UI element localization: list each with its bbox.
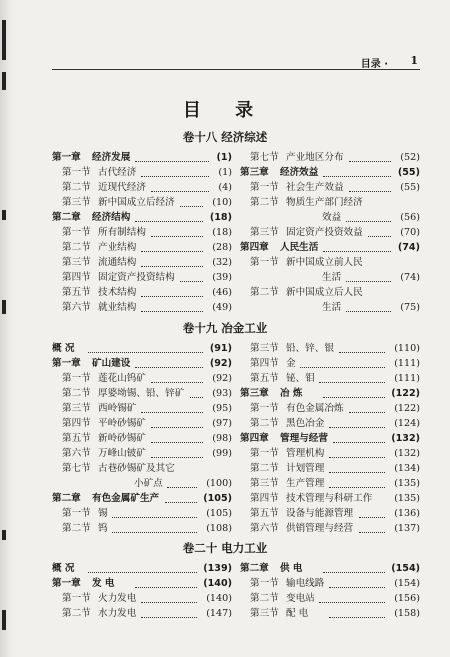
toc-entry [240,561,420,576]
section-number: 第一节 [62,373,91,384]
toc-entry [240,606,420,621]
dot-leader [141,285,203,297]
entry-page-number: (111) [394,358,420,369]
entry-page-number: (154) [391,563,420,574]
section-number: 第三节 [250,608,279,619]
entry-title: 新中国成立前人民 [286,257,363,268]
entry-title: 金 [286,358,296,369]
entry-page-number: (122) [391,388,420,399]
toc-entry [52,210,232,225]
dot-leader [180,195,203,207]
entry-page-number: (18) [212,227,232,238]
section-number: 第二节 [62,242,91,253]
toc-column-left [52,150,232,315]
volume-title: 卷二十 电力工业 [182,541,268,555]
entry-title: 就业结构 [98,302,137,313]
dot-leader [323,561,385,573]
toc-entry [52,150,232,165]
section-number: 第一节 [250,257,279,268]
toc-entry [52,416,232,431]
chapter-number: 第三章 [240,388,269,399]
entry-title: 人民生活 [280,242,319,253]
dot-leader [333,431,385,443]
entry-title: 管理与经营 [280,433,328,444]
spine-mark [2,20,6,60]
entry-page-number: (105) [203,493,232,504]
entry-page-number: (28) [212,242,232,253]
toc-entry [52,401,232,416]
dot-leader [346,270,392,282]
dot-leader [323,165,391,177]
entry-page-number: (92) [212,373,232,384]
section-number: 第六节 [62,448,91,459]
entry-page-number: (49) [212,302,232,313]
entry-title: 西岭锡矿 [98,403,137,414]
dot-leader [141,255,203,267]
entry-page-number: (156) [394,593,420,604]
section-number: 第一节 [250,182,279,193]
entry-title: 发 电 [92,578,115,589]
toc-entry [240,416,420,431]
section-number: 第四节 [250,493,279,504]
toc-entry [52,521,232,536]
toc-entry [52,240,232,255]
entry-title: 流通结构 [98,257,137,268]
dot-leader [349,150,391,162]
toc-entry [52,255,232,270]
toc-entry [52,270,232,285]
toc-entry [52,446,232,461]
entry-page-number: (154) [394,578,420,589]
entry-title: 经济效益 [280,167,319,178]
toc-entry [52,461,232,476]
entry-page-number: (70) [400,227,420,238]
entry-title: 莲花山钨矿 [98,373,146,384]
entry-page-number: (136) [394,508,420,519]
section-number: 第七节 [62,463,91,474]
entry-page-number: (132) [394,448,420,459]
toc-column-left [52,341,232,536]
section-number: 第二节 [250,463,279,474]
entry-page-number: (158) [394,608,420,619]
toc-entry [52,285,232,300]
section-number: 第五节 [62,287,91,298]
dot-leader [135,150,209,162]
entry-page-number: (140) [206,593,232,604]
entry-title: 经济结构 [92,212,131,223]
section-number: 第一节 [62,508,91,519]
dot-leader [349,401,385,413]
section-number: 第一节 [62,593,91,604]
entry-page-number: (92) [209,358,232,369]
entry-page-number: (110) [394,343,420,354]
toc-column-left [52,561,232,621]
entry-title: 古代经济 [98,167,137,178]
entry-title: 生活 [322,272,342,283]
entry-title: 变电站 [286,593,315,604]
volume-title: 卷十八 经济综述 [182,130,268,144]
dot-leader [329,416,385,428]
toc-entry [240,431,420,446]
entry-page-number: (100) [206,478,232,489]
entry-page-number: (18) [209,212,232,223]
entry-page-number: (122) [394,403,420,414]
section-number: 第二节 [250,593,279,604]
toc-entry [240,356,420,371]
chapter-number: 概 况 [52,343,75,354]
spine-mark [2,210,6,220]
dot-leader [359,506,385,518]
dot-leader [323,386,385,398]
dot-leader [339,341,385,353]
section-number: 第三节 [250,227,279,238]
entry-title: 新岭砂锡矿 [98,433,146,444]
entry-title: 近现代经济 [98,182,146,193]
entry-page-number: (124) [394,418,420,429]
entry-page-number: (56) [400,212,420,223]
spine-mark [2,300,6,314]
chapter-number: 第二章 [240,563,269,574]
toc-column-right [240,561,420,621]
dot-leader [319,371,385,383]
dot-leader [141,240,203,252]
section-number: 第三节 [250,478,279,489]
entry-title: 效益 [322,212,342,223]
page-title: 目 录 [182,100,268,121]
toc-entry [240,521,420,536]
entry-page-number: (97) [212,418,232,429]
entry-title: 产业地区分布 [286,152,344,163]
dot-leader [329,476,385,488]
entry-page-number: (135) [394,493,420,504]
entry-title: 固定资产投资效益 [286,227,363,238]
section-number: 第二节 [62,608,91,619]
entry-title: 万峰山铍矿 [98,448,146,459]
entry-title: 新中国成立后经济 [98,197,175,208]
section-number: 第七节 [250,152,279,163]
section-number: 第五节 [62,433,91,444]
dot-leader [300,356,385,368]
section-number: 第二节 [62,523,91,534]
section-number: 第四节 [250,358,279,369]
dot-leader [329,606,385,618]
toc-entry [52,476,232,491]
dot-leader [135,576,197,588]
entry-page-number: (98) [212,433,232,444]
dot-leader [141,606,197,618]
dot-leader [151,225,203,237]
toc-entry [240,576,420,591]
entry-page-number: (139) [203,563,232,574]
section-number: 第二节 [62,182,91,193]
dot-leader [165,491,197,503]
toc-entry [240,491,420,506]
toc-entry [52,356,232,371]
entry-title: 输电线路 [286,578,325,589]
dot-leader [151,371,203,383]
section-number: 第五节 [250,373,279,384]
section-number: 第四节 [62,418,91,429]
toc-entry [240,461,420,476]
dot-leader [319,591,385,603]
dot-leader [190,386,203,398]
entry-page-number: (95) [212,403,232,414]
chapter-number: 第一章 [52,578,81,589]
entry-page-number: (132) [391,433,420,444]
toc-entry [52,341,232,356]
entry-page-number: (91) [209,343,232,354]
entry-title: 平岭砂锡矿 [98,418,146,429]
section-number: 第三节 [62,257,91,268]
entry-page-number: (74) [397,242,420,253]
dot-leader [346,300,392,312]
toc-entry [240,386,420,401]
entry-title: 古巷砂锡矿及其它 [98,463,175,474]
toc-entry [240,285,420,300]
entry-page-number: (137) [394,523,420,534]
entry-page-number: (134) [394,463,420,474]
dot-leader [151,446,203,458]
toc-entry [240,195,420,210]
entry-title: 水力发电 [98,608,137,619]
toc-entry [52,165,232,180]
toc-entry [52,591,232,606]
toc-entry [52,386,232,401]
entry-title: 黑色冶金 [286,418,325,429]
toc-entry [240,371,420,386]
entry-title: 计划管理 [286,463,325,474]
entry-page-number: (52) [400,152,420,163]
dot-leader [112,506,197,518]
toc-entry [52,506,232,521]
toc-entry [52,371,232,386]
spine-mark [2,72,6,90]
entry-title: 技术结构 [98,287,137,298]
toc-entry [52,225,232,240]
toc-entry [240,401,420,416]
toc-entry [240,165,420,180]
dot-leader [135,210,203,222]
chapter-number: 第四章 [240,242,269,253]
dot-leader [349,180,391,192]
chapter-number: 第二章 [52,212,81,223]
header-section-title: 目录 · [360,59,388,70]
entry-page-number: (10) [212,197,232,208]
section-number: 第四节 [62,272,91,283]
entry-title: 生活 [322,302,342,313]
entry-title: 新中国成立后人民 [286,287,363,298]
dot-leader [346,210,392,222]
toc-entry [240,255,420,270]
dot-leader [329,576,385,588]
toc-entry [240,591,420,606]
entry-page-number: (55) [400,182,420,193]
section-number: 第二节 [250,418,279,429]
entry-page-number: (4) [218,182,232,193]
chapter-number: 第一章 [52,152,81,163]
entry-title: 供 电 [280,563,303,574]
dot-leader [141,300,203,312]
header-page-number: 1 [410,54,418,67]
entry-page-number: (75) [400,302,420,313]
chapter-number: 第三章 [240,167,269,178]
entry-page-number: (135) [394,478,420,489]
entry-title: 管理机构 [286,448,325,459]
spine-mark [2,530,6,540]
chapter-number: 第二章 [52,493,81,504]
entry-title: 生产管理 [286,478,325,489]
entry-page-number: (99) [212,448,232,459]
entry-title: 锡 [98,508,108,519]
entry-page-number: (140) [203,578,232,589]
section-number: 第一节 [62,167,91,178]
section-number: 第六节 [250,523,279,534]
entry-page-number: (93) [212,388,232,399]
dot-leader [135,356,203,368]
entry-title: 技术管理与科研工作 [286,493,373,504]
entry-title: 供销管理与经营 [286,523,354,534]
dot-leader [151,180,209,192]
dot-leader [180,270,203,282]
section-number: 第三节 [62,403,91,414]
entry-page-number: (55) [397,167,420,178]
entry-title: 所有制结构 [98,227,146,238]
dot-leader [141,165,209,177]
toc-entry [240,225,420,240]
toc-entry [240,150,420,165]
dot-leader [329,446,385,458]
entry-title: 有色金属矿生产 [92,493,160,504]
dot-leader [151,416,203,428]
chapter-number: 第四章 [240,433,269,444]
toc-entry [240,446,420,461]
toc-entry [240,180,420,195]
running-header [52,55,420,70]
entry-page-number: (32) [212,257,232,268]
section-number: 第五节 [250,508,279,519]
toc-column-right [240,150,420,315]
entry-page-number: (46) [212,287,232,298]
entry-title: 设备与能源管理 [286,508,354,519]
toc-entry [52,561,232,576]
section-number: 第一节 [62,227,91,238]
section-number: 第六节 [62,302,91,313]
section-number: 第一节 [250,578,279,589]
toc-entry [240,240,420,255]
entry-title: 经济发展 [92,152,131,163]
entry-page-number: (1) [218,167,232,178]
entry-title: 配 电 [286,608,309,619]
entry-page-number: (1) [216,152,232,163]
toc-entry [52,606,232,621]
dot-leader [167,476,197,488]
section-number: 第二节 [62,388,91,399]
toc-entry [240,300,420,315]
entry-title: 火力发电 [98,593,137,604]
toc-entry [240,341,420,356]
toc-entry [52,576,232,591]
entry-title: 有色金属冶炼 [286,403,344,414]
section-number: 第一节 [250,448,279,459]
spine-mark [2,610,6,630]
entry-page-number: (105) [206,508,232,519]
volume-title: 卷十九 冶金工业 [182,321,268,335]
entry-title: 矿山建设 [92,358,131,369]
toc-entry [52,300,232,315]
dot-leader [359,521,385,533]
entry-page-number: (74) [400,272,420,283]
dot-leader [141,401,203,413]
toc-entry [240,210,420,225]
entry-title: 小矿点 [134,478,163,489]
dot-leader [88,341,203,353]
dot-leader [112,521,197,533]
entry-page-number: (147) [206,608,232,619]
toc-entry [240,506,420,521]
entry-title: 厚婆坳锡、铅、锌矿 [98,388,185,399]
toc-entry [52,491,232,506]
dot-leader [368,225,391,237]
entry-title: 社会生产效益 [286,182,344,193]
entry-title: 产业结构 [98,242,137,253]
entry-title: 冶 炼 [280,388,303,399]
dot-leader [151,431,203,443]
chapter-number: 第一章 [52,358,81,369]
section-number: 第一节 [250,403,279,414]
section-number: 第二节 [250,287,279,298]
entry-page-number: (111) [394,373,420,384]
entry-title: 物质生产部门经济 [286,197,363,208]
entry-title: 钨 [98,523,108,534]
section-number: 第三节 [62,197,91,208]
entry-title: 铋、钼 [286,373,315,384]
toc-entry [52,431,232,446]
dot-leader [141,591,197,603]
entry-title: 固定资产投资结构 [98,272,175,283]
entry-page-number: (108) [206,523,232,534]
chapter-number: 概 况 [52,563,75,574]
dot-leader [329,461,385,473]
toc-entry [240,270,420,285]
entry-page-number: (39) [212,272,232,283]
toc-column-right [240,341,420,536]
section-number: 第二节 [250,197,279,208]
toc-entry [240,476,420,491]
dot-leader [323,240,391,252]
toc-entry [52,180,232,195]
dot-leader [88,561,197,573]
entry-title: 铅、锌、银 [286,343,334,354]
section-number: 第三节 [250,343,279,354]
toc-entry [52,195,232,210]
